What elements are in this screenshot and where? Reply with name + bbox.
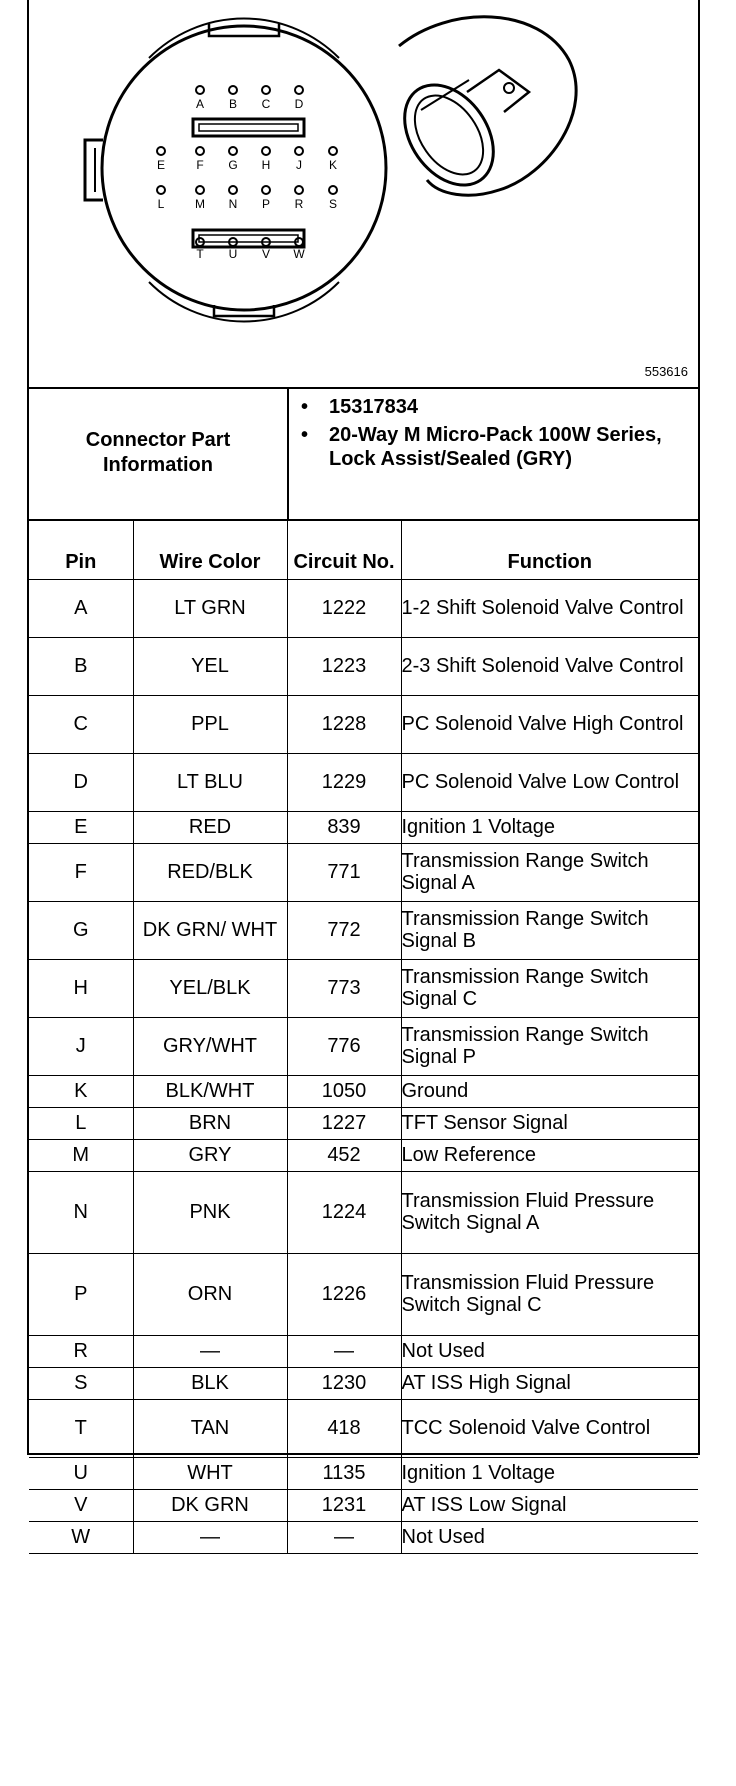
pin-cell: V <box>29 1489 133 1521</box>
function-cell: Not Used <box>401 1521 698 1553</box>
circuit-cell: 1226 <box>287 1253 401 1335</box>
table-row <box>29 843 698 901</box>
table-row <box>29 1489 698 1521</box>
table-row <box>29 1075 698 1107</box>
pin-cell: L <box>29 1107 133 1139</box>
connector-info-label: Connector Part Information <box>29 387 289 519</box>
wire-color-cell: BLK/WHT <box>133 1075 287 1107</box>
table-row <box>29 695 698 753</box>
pin-letter: E <box>156 158 166 172</box>
connector-sheet <box>27 0 700 1548</box>
circuit-cell: 1230 <box>287 1367 401 1399</box>
bullet-icon: • <box>301 424 309 446</box>
circuit-cell: 1227 <box>287 1107 401 1139</box>
table-row <box>29 579 698 637</box>
pin-letter: G <box>228 158 238 172</box>
function-cell: Ground <box>401 1075 698 1107</box>
function-cell: 2-3 Shift Solenoid Valve Control <box>401 637 698 695</box>
table-row <box>29 637 698 695</box>
circuit-cell: 1222 <box>287 579 401 637</box>
table-row <box>29 1017 698 1075</box>
circuit-cell: 771 <box>287 843 401 901</box>
wire-color-cell: ORN <box>133 1253 287 1335</box>
pin-letter: V <box>261 247 271 261</box>
detail-part-number: • 15317834 <box>291 395 691 419</box>
pin-letter: N <box>228 197 238 211</box>
wire-color-cell: DK GRN/ WHT <box>133 901 287 959</box>
pin-cell: N <box>29 1171 133 1253</box>
function-cell: PC Solenoid Valve Low Control <box>401 753 698 811</box>
connector-part-info <box>29 387 698 521</box>
pin-letter: A <box>195 97 205 111</box>
circuit-cell: 1231 <box>287 1489 401 1521</box>
table-row <box>29 811 698 843</box>
wire-color-cell: PPL <box>133 695 287 753</box>
pin-cell: P <box>29 1253 133 1335</box>
pinout-rows <box>29 579 698 1553</box>
pin-letter: T <box>196 247 204 261</box>
pin-hole <box>262 147 270 155</box>
wire-color-cell: YEL/BLK <box>133 959 287 1017</box>
function-cell: Transmission Range Switch Signal A <box>401 843 698 901</box>
pin-hole <box>229 147 237 155</box>
pin-cell: U <box>29 1457 133 1489</box>
pin-letter: C <box>261 97 271 111</box>
pin-cell: K <box>29 1075 133 1107</box>
pin-letter: S <box>328 197 338 211</box>
wire-color-cell: GRY/WHT <box>133 1017 287 1075</box>
pin-hole <box>229 186 237 194</box>
pin-hole <box>295 86 303 94</box>
wire-color-cell: BRN <box>133 1107 287 1139</box>
wire-color-cell: — <box>133 1521 287 1553</box>
function-cell: Ignition 1 Voltage <box>401 1457 698 1489</box>
pin-letter: D <box>294 97 304 111</box>
wire-color-cell: LT BLU <box>133 753 287 811</box>
table-row <box>29 901 698 959</box>
pin-hole <box>295 147 303 155</box>
function-cell: Ignition 1 Voltage <box>401 811 698 843</box>
function-cell: Transmission Range Switch Signal C <box>401 959 698 1017</box>
wire-color-cell: DK GRN <box>133 1489 287 1521</box>
pin-cell: F <box>29 843 133 901</box>
detail-description: • 20-Way M Micro-Pack 100W Series, Lock Assist/Sealed (GRY) <box>291 423 691 471</box>
table-row <box>29 1253 698 1335</box>
function-cell: 1-2 Shift Solenoid Valve Control <box>401 579 698 637</box>
pin-hole <box>262 86 270 94</box>
figure-number: 553616 <box>644 364 688 379</box>
pin-letter: P <box>261 197 271 211</box>
table-row <box>29 753 698 811</box>
wire-color-cell: TAN <box>133 1399 287 1457</box>
table-row <box>29 1171 698 1253</box>
pin-cell: M <box>29 1139 133 1171</box>
function-cell: Transmission Fluid Pressure Switch Signal C <box>401 1253 698 1335</box>
pin-hole <box>229 86 237 94</box>
pin-letter: H <box>261 158 271 172</box>
table-row <box>29 1521 698 1553</box>
wire-color-cell: PNK <box>133 1171 287 1253</box>
pin-hole <box>196 186 204 194</box>
table-row <box>29 1399 698 1457</box>
pin-cell: T <box>29 1399 133 1457</box>
pin-cell: J <box>29 1017 133 1075</box>
pin-letter: J <box>296 158 302 172</box>
pin-hole <box>329 186 337 194</box>
header-circuit: Circuit No. <box>287 519 401 579</box>
pin-letter: R <box>294 197 304 211</box>
circuit-cell: 839 <box>287 811 401 843</box>
circuit-cell: 773 <box>287 959 401 1017</box>
wire-color-cell: WHT <box>133 1457 287 1489</box>
table-row <box>29 1457 698 1489</box>
header-wire-color: Wire Color <box>133 519 287 579</box>
wire-color-cell: — <box>133 1335 287 1367</box>
circuit-cell: 772 <box>287 901 401 959</box>
function-cell: Not Used <box>401 1335 698 1367</box>
wire-color-cell: BLK <box>133 1367 287 1399</box>
circuit-cell: 418 <box>287 1399 401 1457</box>
table-row <box>29 1335 698 1367</box>
circuit-cell: 1050 <box>287 1075 401 1107</box>
connector-details <box>291 395 691 475</box>
wire-color-cell: RED/BLK <box>133 843 287 901</box>
circuit-cell: 1223 <box>287 637 401 695</box>
wire-color-cell: GRY <box>133 1139 287 1171</box>
function-cell: Transmission Range Switch Signal B <box>401 901 698 959</box>
circuit-cell: — <box>287 1521 401 1553</box>
function-cell: Low Reference <box>401 1139 698 1171</box>
pin-cell: E <box>29 811 133 843</box>
pin-hole <box>329 147 337 155</box>
pin-cell: S <box>29 1367 133 1399</box>
circuit-cell: — <box>287 1335 401 1367</box>
function-cell: TFT Sensor Signal <box>401 1107 698 1139</box>
circuit-cell: 1229 <box>287 753 401 811</box>
pin-cell: A <box>29 579 133 637</box>
function-cell: AT ISS High Signal <box>401 1367 698 1399</box>
circuit-cell: 1135 <box>287 1457 401 1489</box>
pin-letter: M <box>195 197 205 211</box>
pin-letter: B <box>228 97 238 111</box>
pin-letter: U <box>228 247 238 261</box>
header-pin: Pin <box>29 519 133 579</box>
pin-letter: K <box>328 158 338 172</box>
table-row <box>29 1139 698 1171</box>
pin-cell: D <box>29 753 133 811</box>
pin-letter: L <box>157 197 165 211</box>
function-cell: TCC Solenoid Valve Control <box>401 1399 698 1457</box>
pin-cell: G <box>29 901 133 959</box>
wire-color-cell: RED <box>133 811 287 843</box>
circuit-cell: 1228 <box>287 695 401 753</box>
pin-cell: B <box>29 637 133 695</box>
function-cell: Transmission Range Switch Signal P <box>401 1017 698 1075</box>
pin-cell: W <box>29 1521 133 1553</box>
pin-hole <box>157 147 165 155</box>
table-row <box>29 959 698 1017</box>
pin-cell: C <box>29 695 133 753</box>
table-row <box>29 1107 698 1139</box>
header-function: Function <box>401 519 698 579</box>
connector-illustration <box>29 0 698 389</box>
wire-color-cell: YEL <box>133 637 287 695</box>
table-header-row <box>29 519 698 579</box>
function-cell: PC Solenoid Valve High Control <box>401 695 698 753</box>
pin-hole <box>295 186 303 194</box>
table-row <box>29 1367 698 1399</box>
wire-color-cell: LT GRN <box>133 579 287 637</box>
function-cell: Transmission Fluid Pressure Switch Signal A <box>401 1171 698 1253</box>
pin-hole <box>262 186 270 194</box>
bullet-icon: • <box>301 396 309 418</box>
pin-hole <box>196 86 204 94</box>
function-cell: AT ISS Low Signal <box>401 1489 698 1521</box>
connector-drawing <box>29 0 698 387</box>
circuit-cell: 1224 <box>287 1171 401 1253</box>
pinout-table <box>29 519 698 1554</box>
pin-cell: H <box>29 959 133 1017</box>
pin-hole <box>157 186 165 194</box>
circuit-cell: 452 <box>287 1139 401 1171</box>
pin-letter: W <box>293 247 305 261</box>
pin-cell: R <box>29 1335 133 1367</box>
pin-letter: F <box>196 158 204 172</box>
pin-hole <box>196 147 204 155</box>
circuit-cell: 776 <box>287 1017 401 1075</box>
